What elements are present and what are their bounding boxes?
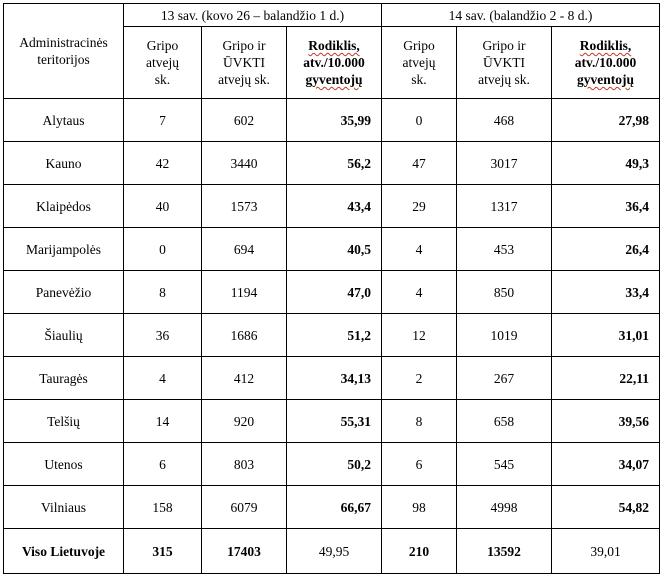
w14-flu-arvi-cases: 468 <box>457 99 552 142</box>
w13-rate-l1: Rodiklis, <box>308 38 360 53</box>
table-row <box>4 228 660 271</box>
table-row <box>4 185 660 228</box>
w14-flu-cases: 6 <box>382 443 457 486</box>
table-row <box>4 400 660 443</box>
w14-rate-l1: Rodiklis, <box>579 38 632 53</box>
territory-name: Marijampolės <box>4 228 124 271</box>
w13-rate: 50,2 <box>287 443 382 486</box>
w13-flu-cases: 315 <box>124 529 202 574</box>
w13-flu-arvi-cases: 6079 <box>202 486 287 529</box>
table-row <box>4 443 660 486</box>
territory-name: Panevėžio <box>4 271 124 314</box>
w14-rate: 27,98 <box>552 99 660 142</box>
w14-flu-cases: 47 <box>382 142 457 185</box>
w14-flu-l1: Gripo <box>403 38 435 53</box>
w14-rate-l2: atv./10.000 <box>574 55 637 70</box>
table-wrapper <box>3 3 660 574</box>
w14-flu-arvi-cases: 13592 <box>457 529 552 574</box>
territory-name: Kauno <box>4 142 124 185</box>
total-row <box>4 529 660 574</box>
w14-flu-header <box>382 27 457 99</box>
w13-rate: 43,4 <box>287 185 382 228</box>
territory-name: Utenos <box>4 443 124 486</box>
table-row <box>4 142 660 185</box>
w14-flu-l3: sk. <box>411 72 427 87</box>
w13-flu-arvi-cases: 694 <box>202 228 287 271</box>
w14-flu-cases: 4 <box>382 271 457 314</box>
territory-name: Vilniaus <box>4 486 124 529</box>
w14-rate: 39,56 <box>552 400 660 443</box>
w13-flu-arvi-cases: 1194 <box>202 271 287 314</box>
w13-flu-cases: 158 <box>124 486 202 529</box>
territory-header-text: Administracinės teritorijos <box>19 35 108 67</box>
w13-rate: 49,95 <box>287 529 382 574</box>
w14-rate: 22,11 <box>552 357 660 400</box>
w13-rate: 47,0 <box>287 271 382 314</box>
w14-rate: 31,01 <box>552 314 660 357</box>
w14-flu-arvi-cases: 3017 <box>457 142 552 185</box>
w14-flu-arvi-cases: 850 <box>457 271 552 314</box>
w14-flu-cases: 29 <box>382 185 457 228</box>
territory-name: Tauragės <box>4 357 124 400</box>
week13-header: 13 sav. (kovo 26 – balandžio 1 d.) <box>124 4 382 27</box>
w13-flu-l1: Gripo <box>146 38 179 53</box>
w13-flu-cases: 36 <box>124 314 202 357</box>
w13-rate: 51,2 <box>287 314 382 357</box>
w14-flu-arvi-cases: 1317 <box>457 185 552 228</box>
w13-flu-cases: 42 <box>124 142 202 185</box>
w14-flu-cases: 4 <box>382 228 457 271</box>
w13-flu-cases: 0 <box>124 228 202 271</box>
w14-flu-l2: atvejų <box>402 55 436 70</box>
w13-flu-l3: sk. <box>154 72 171 87</box>
table-row <box>4 486 660 529</box>
w13-rate: 35,99 <box>287 99 382 142</box>
table-row <box>4 271 660 314</box>
w13-flu-arvi-cases: 3440 <box>202 142 287 185</box>
w13-flu-arvi-cases: 1573 <box>202 185 287 228</box>
w13-flu-cases: 4 <box>124 357 202 400</box>
w14-flu-arvi-cases: 545 <box>457 443 552 486</box>
w14-rate-l3: gyventojų <box>577 72 634 87</box>
w13-rate-l3: gyventojų <box>305 72 363 87</box>
w13-flu-arvi-header <box>202 27 287 99</box>
w13-flu-arvi-l3: atvejų sk. <box>218 72 270 87</box>
w13-flu-arvi-l1: Gripo ir <box>222 38 266 53</box>
w14-rate: 33,4 <box>552 271 660 314</box>
table-row <box>4 314 660 357</box>
w13-rate: 34,13 <box>287 357 382 400</box>
w13-flu-arvi-cases: 1686 <box>202 314 287 357</box>
w13-rate: 66,67 <box>287 486 382 529</box>
territory-name: Šiaulių <box>4 314 124 357</box>
w14-flu-arvi-cases: 453 <box>457 228 552 271</box>
w14-flu-arvi-l1: Gripo ir <box>482 38 526 53</box>
territory-header <box>4 4 124 99</box>
w14-flu-arvi-cases: 267 <box>457 357 552 400</box>
territory-name: Telšių <box>4 400 124 443</box>
w14-rate: 49,3 <box>552 142 660 185</box>
w13-flu-cases: 8 <box>124 271 202 314</box>
w14-rate: 54,82 <box>552 486 660 529</box>
w13-rate: 40,5 <box>287 228 382 271</box>
w14-rate: 34,07 <box>552 443 660 486</box>
header-row-weeks <box>4 4 660 27</box>
w13-rate-header <box>287 27 382 99</box>
table-row <box>4 357 660 400</box>
w14-flu-arvi-cases: 1019 <box>457 314 552 357</box>
w14-flu-arvi-cases: 658 <box>457 400 552 443</box>
influenza-table <box>3 3 660 574</box>
table-row <box>4 99 660 142</box>
w13-flu-cases: 40 <box>124 185 202 228</box>
territory-name: Klaipėdos <box>4 185 124 228</box>
w13-flu-arvi-l2: ŪVKTI <box>223 55 265 70</box>
w13-flu-arvi-cases: 602 <box>202 99 287 142</box>
w13-flu-cases: 7 <box>124 99 202 142</box>
w14-flu-cases: 0 <box>382 99 457 142</box>
w13-flu-arvi-cases: 17403 <box>202 529 287 574</box>
w13-rate-l2: atv./10.000 <box>303 55 365 70</box>
w14-flu-arvi-header <box>457 27 552 99</box>
w13-flu-arvi-cases: 920 <box>202 400 287 443</box>
w13-flu-cases: 6 <box>124 443 202 486</box>
w14-flu-cases: 8 <box>382 400 457 443</box>
w14-rate: 39,01 <box>552 529 660 574</box>
w13-rate: 55,31 <box>287 400 382 443</box>
w13-flu-cases: 14 <box>124 400 202 443</box>
w14-flu-cases: 210 <box>382 529 457 574</box>
w14-flu-cases: 98 <box>382 486 457 529</box>
w13-flu-l2: atvejų <box>146 55 179 70</box>
w14-flu-arvi-cases: 4998 <box>457 486 552 529</box>
week14-header: 14 sav. (balandžio 2 - 8 d.) <box>382 4 660 27</box>
w14-rate-header <box>552 27 660 99</box>
w14-flu-cases: 12 <box>382 314 457 357</box>
w13-flu-arvi-cases: 803 <box>202 443 287 486</box>
w13-flu-arvi-cases: 412 <box>202 357 287 400</box>
w13-flu-header <box>124 27 202 99</box>
territory-name: Viso Lietuvoje <box>4 529 124 574</box>
territory-name: Alytaus <box>4 99 124 142</box>
w13-rate: 56,2 <box>287 142 382 185</box>
w14-rate: 36,4 <box>552 185 660 228</box>
w14-rate: 26,4 <box>552 228 660 271</box>
w14-flu-arvi-l2: ŪVKTI <box>483 55 525 70</box>
w14-flu-arvi-l3: atvejų sk. <box>478 72 530 87</box>
w14-flu-cases: 2 <box>382 357 457 400</box>
